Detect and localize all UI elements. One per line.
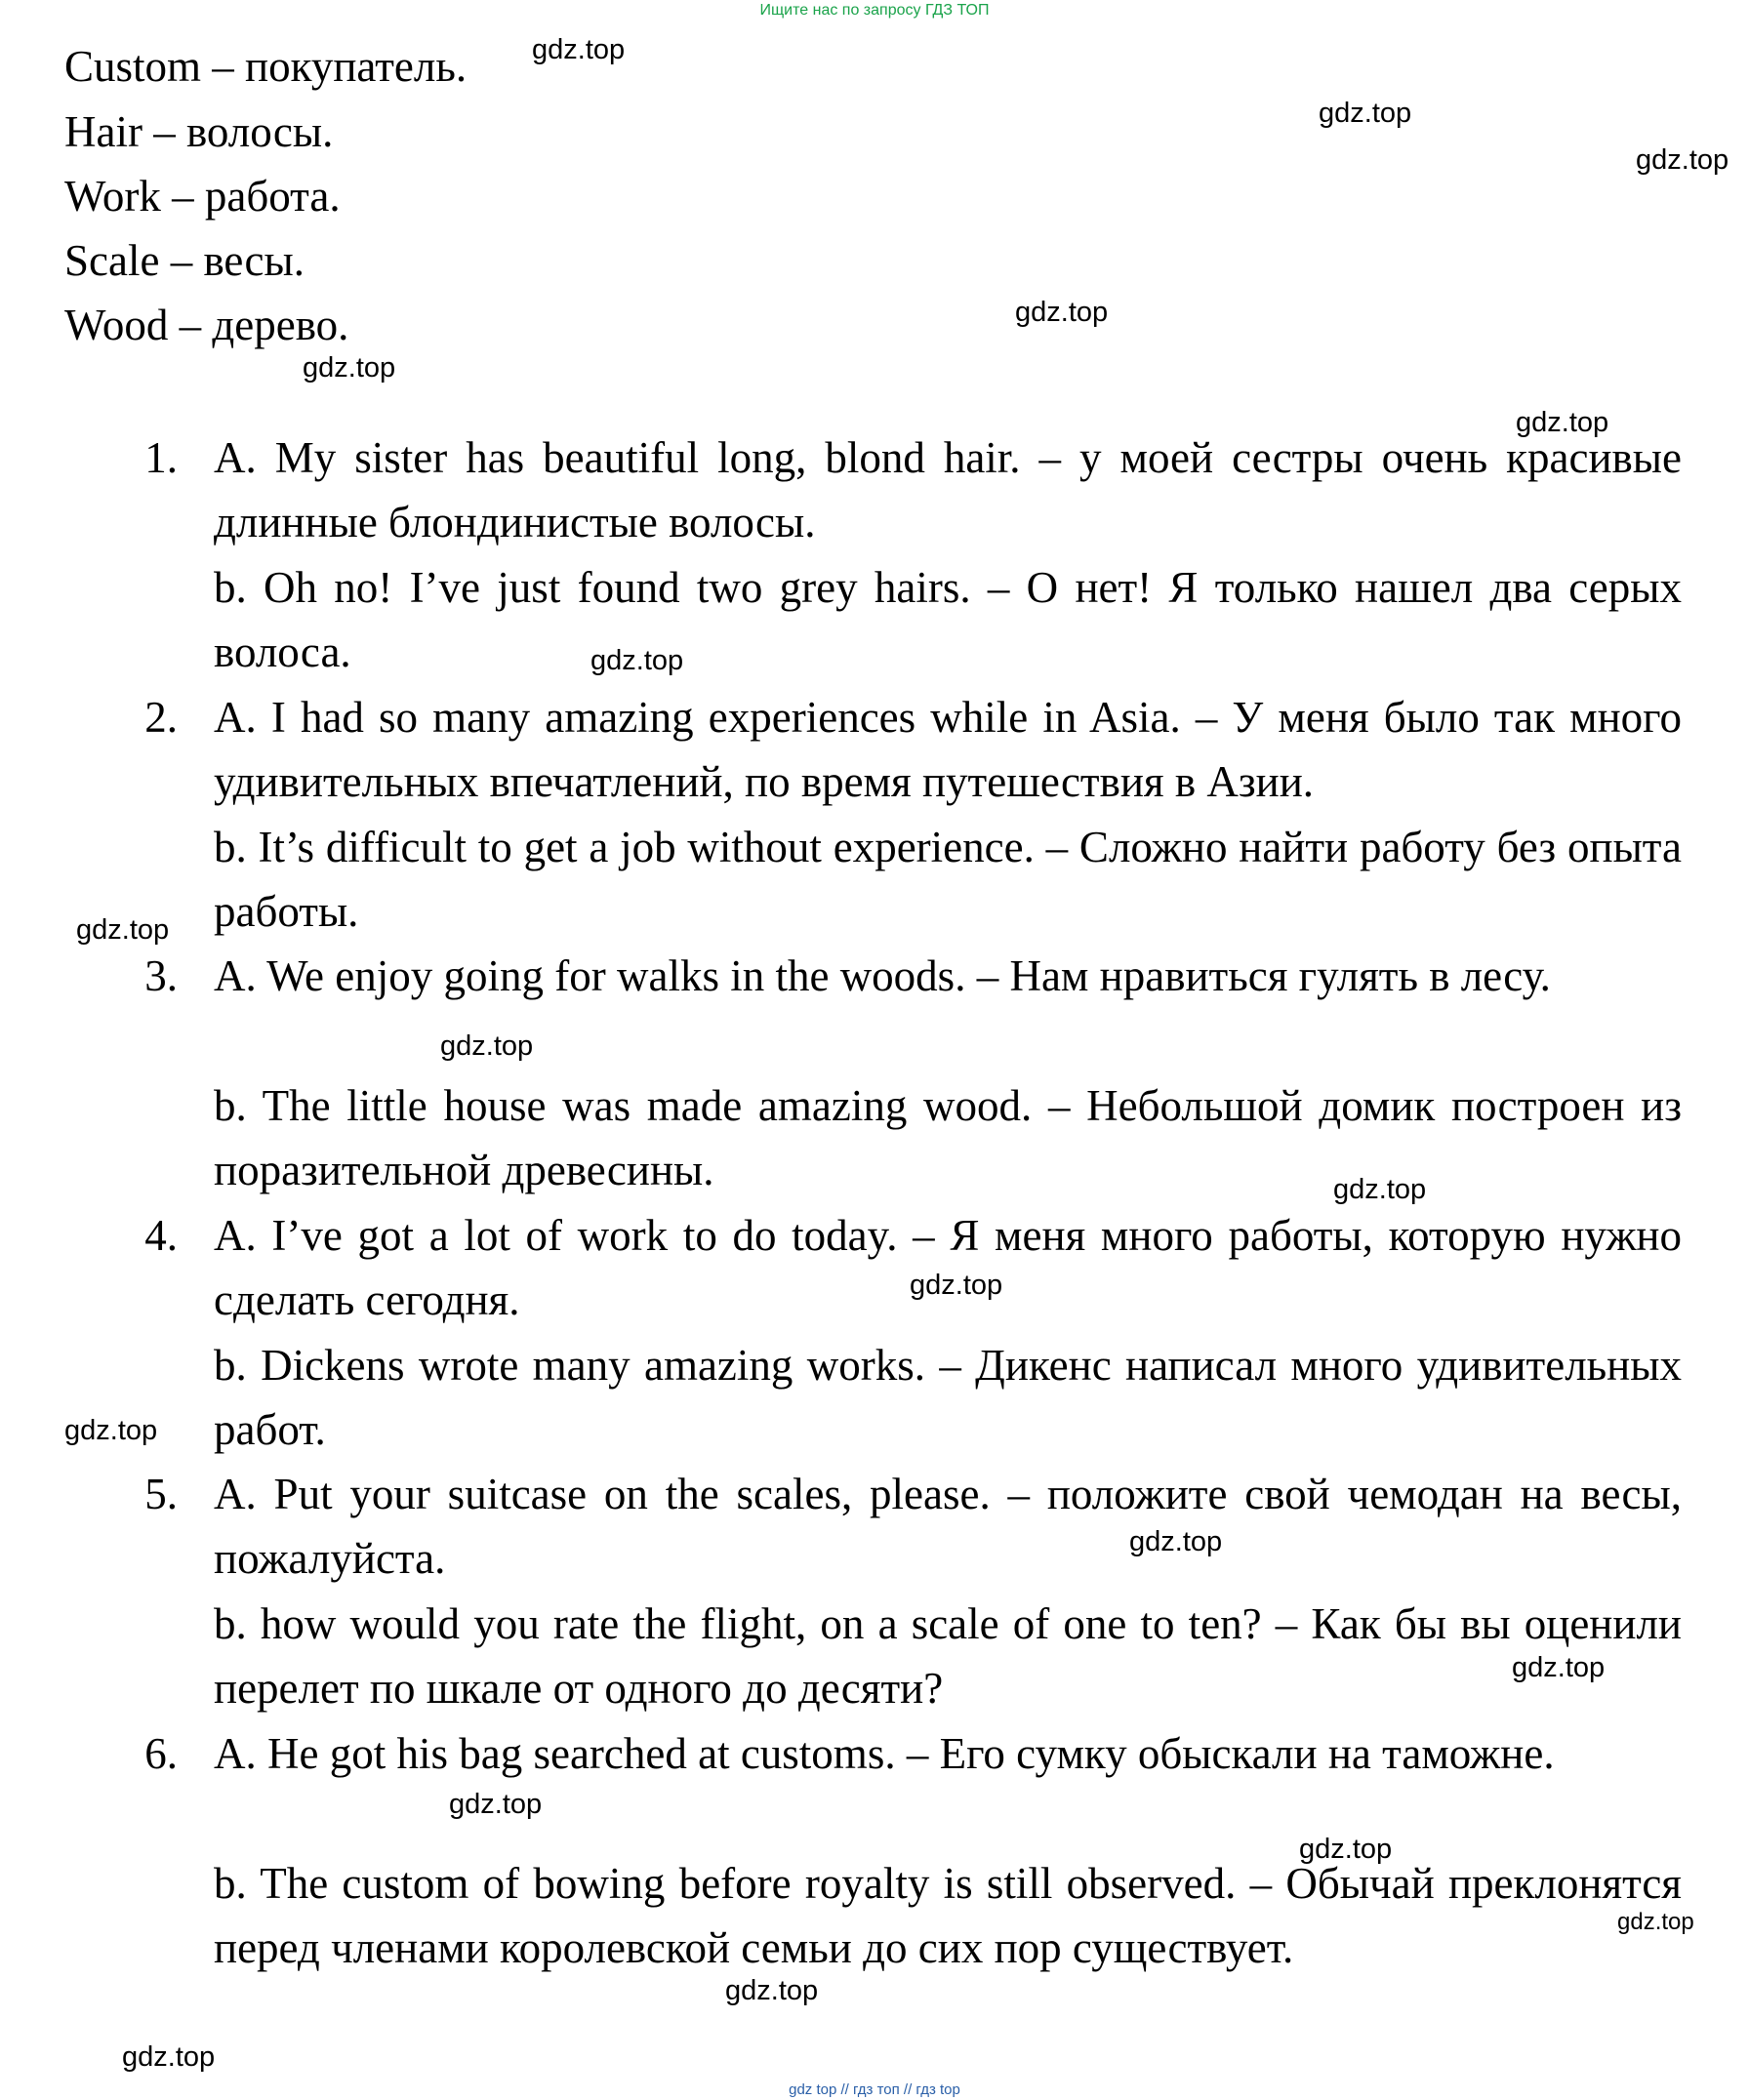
watermark: gdz.top [1636,144,1729,176]
watermark: gdz.top [1129,1526,1223,1557]
item-number: 6. [144,1729,178,1778]
watermark: gdz.top [725,1975,819,2006]
item-number: 5. [144,1470,178,1518]
watermark: gdz.top [64,1415,158,1446]
watermark: gdz.top [440,1030,534,1062]
watermark: gdz.top [1299,1834,1393,1865]
item-sentence-b: b. Dickens wrote many amazing works. – Дикенс написал много удивительных работ. [214,1341,1682,1455]
item-sentence-a: A. My sister has beautiful long, blond hair. – у моей сестры очень красивые длинные блондинистые волосы. [214,433,1682,547]
item-sentence-b: b. how would you rate the flight, on a scale of one to ten? – Как бы вы оценили перелет по шкале от одного до десяти? [214,1599,1682,1714]
vocab-work: Work – работа. [64,172,341,221]
watermark: gdz.top [1319,98,1412,129]
item-number: 2. [144,693,178,742]
item-sentence-a: A. We enjoy going for walks in the woods. – Нам нравиться гулять в лесу. [214,951,1551,1000]
item-sentence-b: b. Oh no! I’ve just found two grey hairs. – О нет! Я только нашел два серых волоса. [214,563,1682,677]
watermark: gdz.top [590,645,684,676]
item-number: 1. [144,433,178,482]
vocab-scale: Scale – весы. [64,236,305,285]
vocab-custom: Custom – покупатель. [64,42,468,91]
vocab-wood: Wood – дерево. [64,301,349,349]
watermark: gdz.top [1516,407,1609,438]
watermark: gdz.top [122,2041,216,2073]
watermark: gdz.top [532,34,626,65]
item-sentence-a: A. I had so many amazing experiences while in Asia. – У меня было так много удивительных впечатлений, по время путешествия в Азии. [214,693,1682,807]
top-banner: Ищите нас по запросу ГДЗ ТОП [759,2,990,19]
footer-watermark: gdz top // гдз топ // гдз top [789,2081,960,2098]
item-sentence-a: A. Put your suitcase on the scales, please. – положите свой чемодан на весы, пожалуйста. [214,1470,1682,1584]
watermark: gdz.top [76,914,170,946]
watermark: gdz.top [303,352,396,384]
item-sentence-b: b. It’s difficult to get a job without experience. – Сложно найти работу без опыта работы. [214,823,1682,937]
item-sentence-b: b. The custom of bowing before royalty is still observed. – Обычай преклонятся перед членами королевской семьи до сих пор существует. [214,1859,1682,1973]
watermark: gdz.top [1333,1174,1427,1205]
item-sentence-a: A. I’ve got a lot of work to do today. – Я меня много работы, которую нужно сделать сегодня. [214,1211,1682,1325]
vocab-hair: Hair – волосы. [64,107,334,156]
item-number: 4. [144,1211,178,1260]
watermark: gdz.top [1617,1909,1694,1935]
watermark: gdz.top [1512,1652,1606,1683]
item-sentence-b: b. The little house was made amazing wood. – Небольшой домик построен из поразительной древесины. [214,1081,1682,1195]
watermark: gdz.top [910,1270,1003,1301]
item-number: 3. [144,951,178,1000]
watermark: gdz.top [449,1789,543,1820]
item-sentence-a: A. He got his bag searched at customs. – Его сумку обыскали на таможне. [214,1729,1555,1778]
watermark: gdz.top [1015,297,1109,328]
